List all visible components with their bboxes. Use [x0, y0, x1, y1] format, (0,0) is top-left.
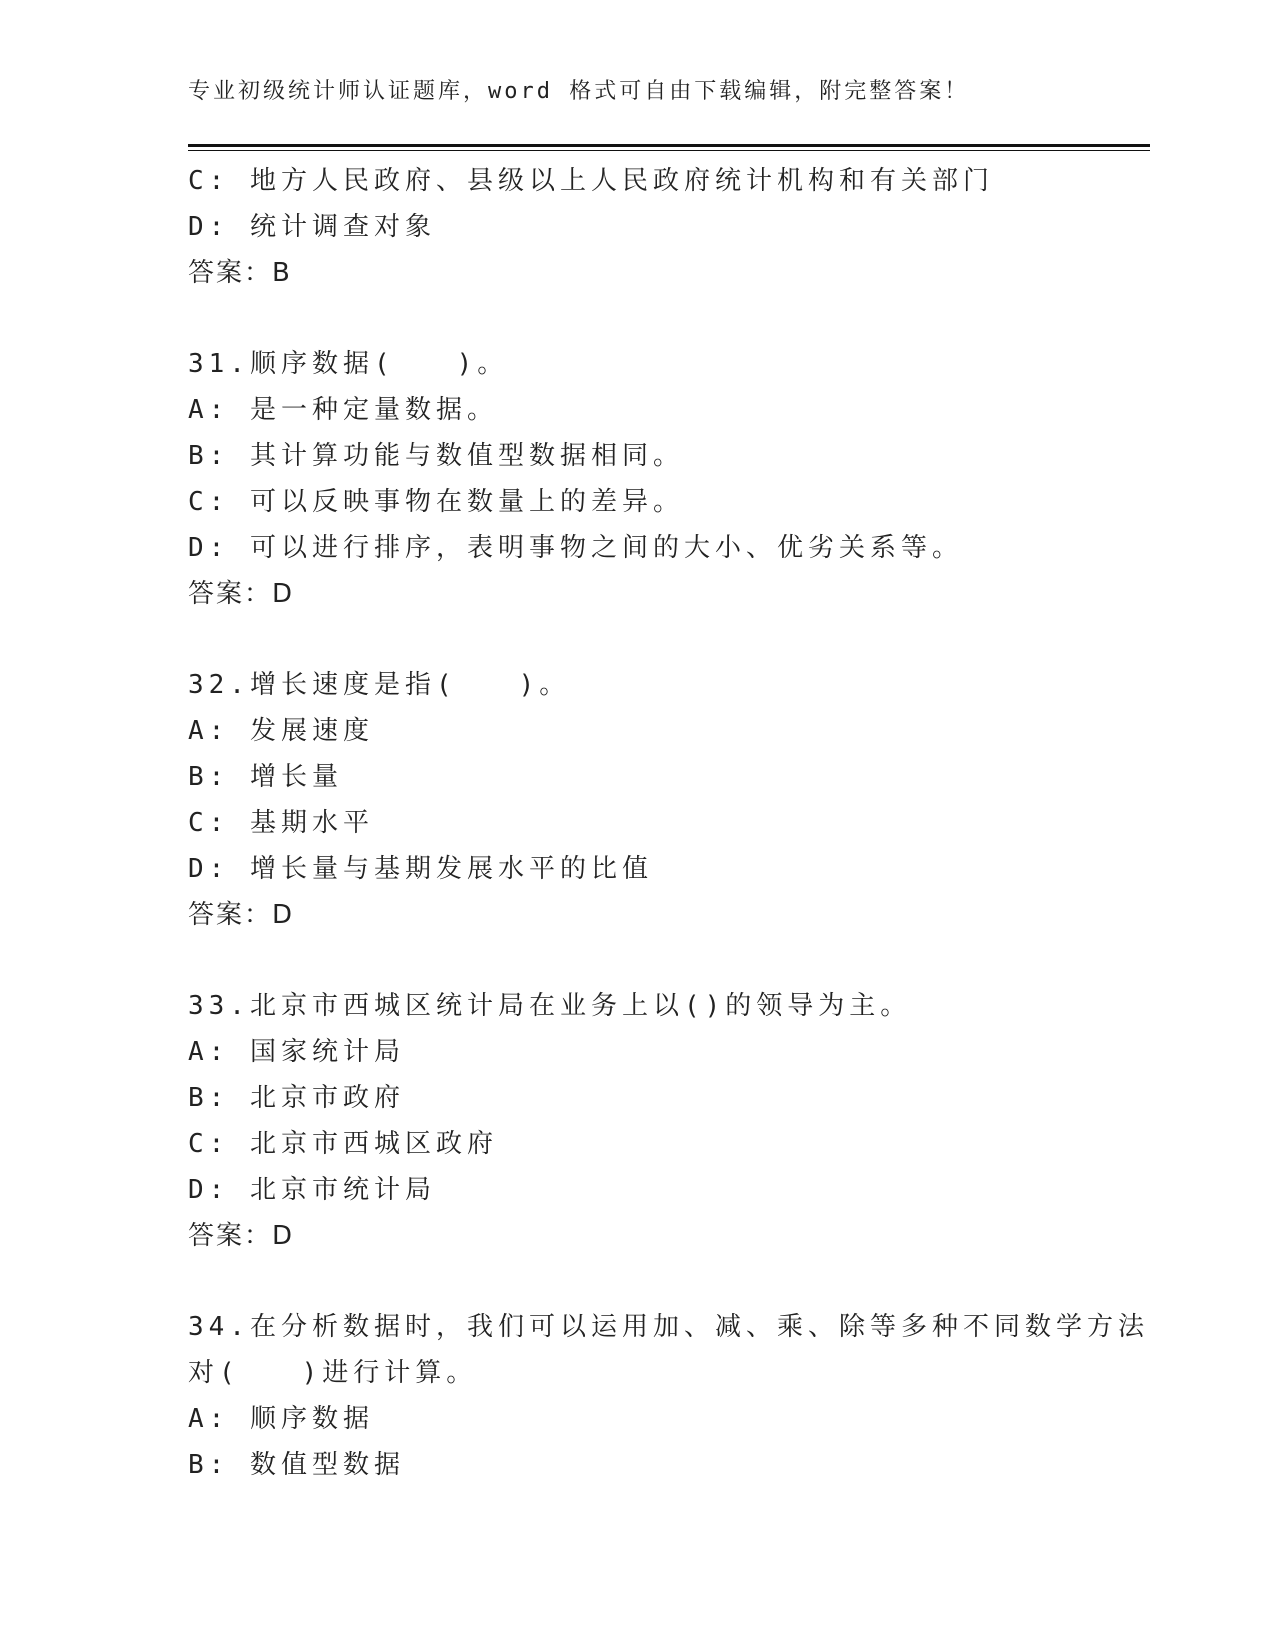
option-d: D: 统计调查对象 [188, 212, 436, 242]
option-d: D: 增长量与基期发展水平的比值 [188, 854, 653, 884]
option-b: B: 数值型数据 [188, 1450, 405, 1480]
option-d: D: 北京市统计局 [188, 1175, 436, 1205]
question-stem: 33.北京市西城区统计局在业务上以()的领导为主。 [188, 991, 912, 1021]
option-b: B: 北京市政府 [188, 1083, 405, 1113]
question-33 [188, 983, 1148, 1259]
option-c: C: 北京市西城区政府 [188, 1129, 498, 1159]
header-divider-thin [188, 150, 1150, 151]
question-32 [188, 662, 1148, 938]
page-header: 专业初级统计师认证题库，word 格式可自由下载编辑，附完整答案！ [188, 79, 970, 104]
option-b: B: 增长量 [188, 762, 343, 792]
option-c: C: 基期水平 [188, 808, 374, 838]
option-a: A: 发展速度 [188, 716, 374, 746]
answer: 答案：D [188, 579, 295, 609]
answer: 答案：D [188, 900, 295, 930]
answer: 答案：B [188, 258, 292, 288]
option-a: A: 顺序数据 [188, 1404, 374, 1434]
option-a: A: 国家统计局 [188, 1037, 405, 1067]
question-34 [188, 1304, 1148, 1488]
option-a: A: 是一种定量数据。 [188, 395, 498, 425]
question-stem-line-2: 对( )进行计算。 [188, 1358, 478, 1388]
header-divider-thick [188, 144, 1150, 147]
question-30-tail [188, 158, 1148, 296]
question-list [188, 158, 1148, 1488]
option-d: D: 可以进行排序，表明事物之间的大小、优劣关系等。 [188, 533, 963, 563]
option-c: C: 地方人民政府、县级以上人民政府统计机构和有关部门 [188, 166, 994, 196]
question-31 [188, 341, 1148, 617]
question-stem: 31.顺序数据( )。 [188, 349, 509, 379]
option-b: B: 其计算功能与数值型数据相同。 [188, 441, 684, 471]
question-stem: 32.增长速度是指( )。 [188, 670, 571, 700]
option-c: C: 可以反映事物在数量上的差异。 [188, 487, 684, 517]
answer: 答案：D [188, 1221, 295, 1251]
question-stem-line-1: 34.在分析数据时，我们可以运用加、减、乘、除等多种不同数学方法 [188, 1312, 1149, 1342]
